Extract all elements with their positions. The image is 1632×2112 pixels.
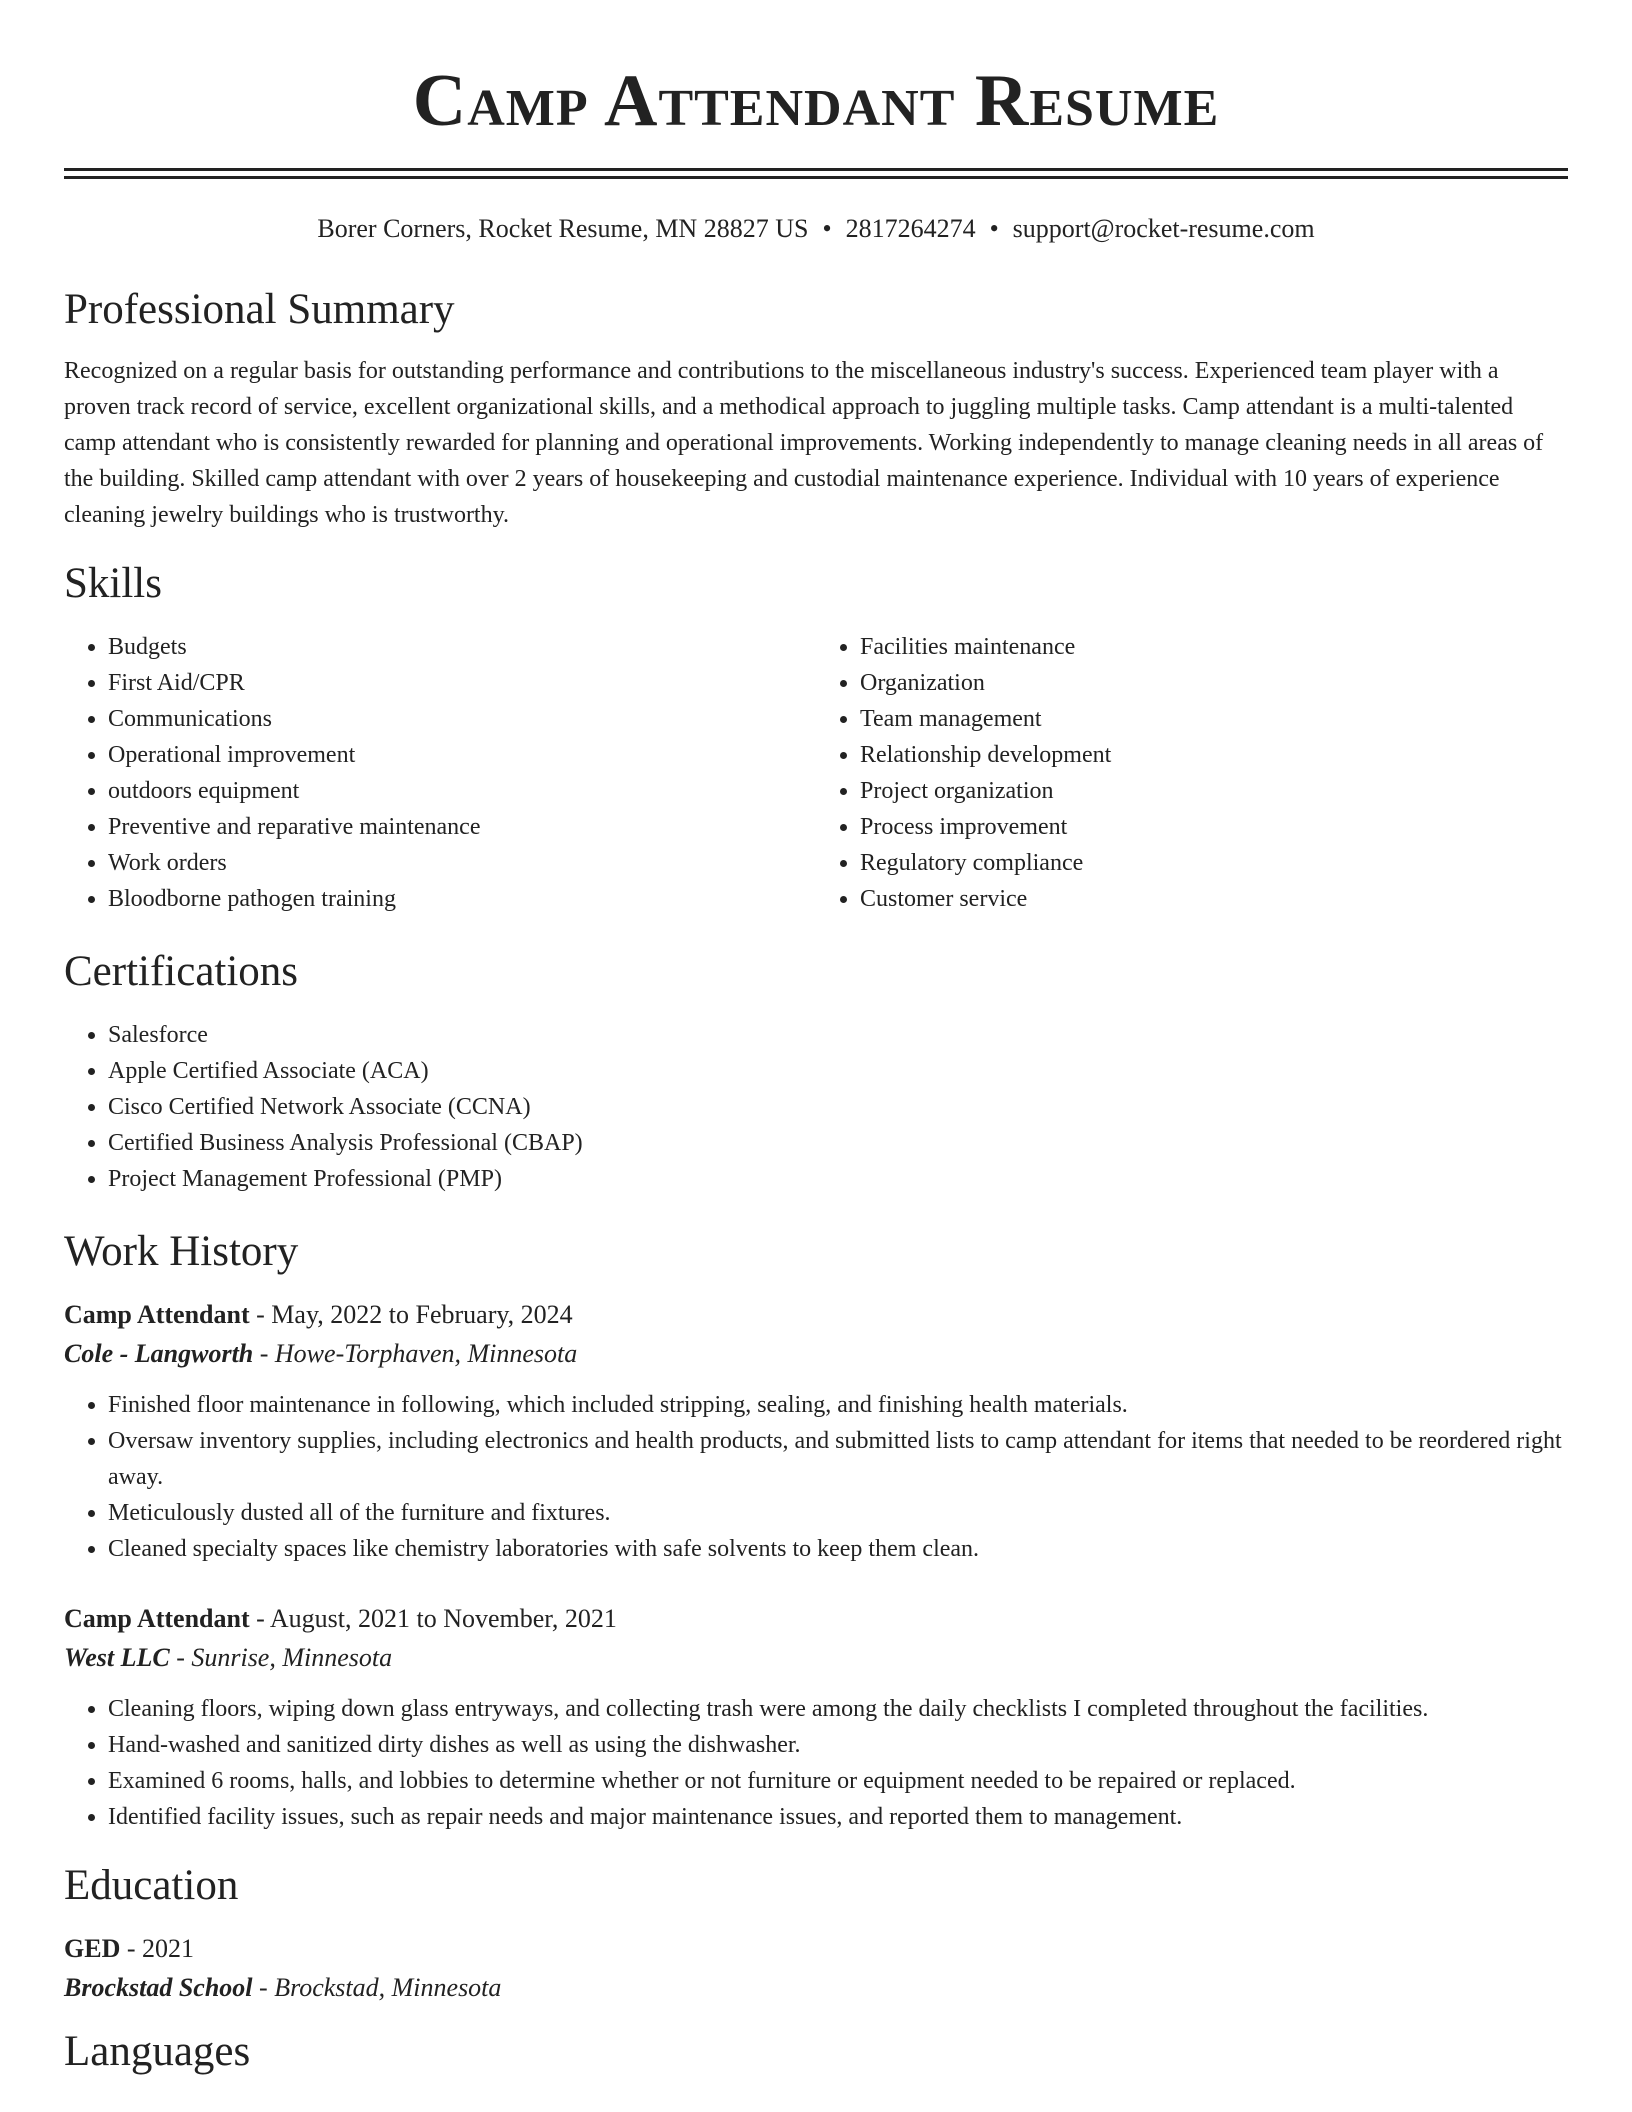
skills-left-list: [64, 629, 816, 917]
certifications-section: [64, 947, 1568, 1197]
job-bullet: • Meticulously dusted all of the furniture and fixtures.: [108, 1495, 1568, 1531]
summary-text: Recognized on a regular basis for outstanding performance and contributions to the miscellaneous industry's success. Experienced team player with a proven track record of service, excellent organizational skills, and a methodical approach to juggling multiple tasks. Camp attendant is a multi-talented camp attendant who is consistently rewarded for planning and operational improvements. Working independently to manage cleaning needs in all areas of the building. Skilled camp attendant with over 2 years of housekeeping and custodial maintenance experience. Individual with 10 years of experience cleaning jewelry buildings who is trustworthy.: [64, 358, 1544, 528]
contact-email: support@rocket-resume.com: [1012, 214, 1315, 243]
job-bullet: • Hand-washed and sanitized dirty dishes as well as using the dishwasher.: [108, 1727, 1568, 1763]
education-school-line: [64, 1969, 1568, 2007]
skill-item: • Regulatory compliance: [860, 845, 1568, 881]
education-location: - Brockstad, Minnesota: [252, 1973, 502, 2002]
skill-item: • Communications: [108, 701, 816, 737]
skill-item: • Bloodborne pathogen training: [108, 881, 816, 917]
job-header: [64, 1599, 1568, 1639]
job-bullet: • Identified facility issues, such as repair needs and major maintenance issues, and reported them to management.: [108, 1799, 1568, 1835]
job-title: Camp Attendant: [64, 1604, 250, 1633]
summary-section: [64, 285, 1568, 533]
skills-columns: [64, 629, 1568, 917]
resume-title: Camp Attendant Resume: [412, 60, 1220, 142]
languages-heading: Languages: [64, 2028, 251, 2075]
certifications-heading: Certifications: [64, 948, 299, 995]
job-location: - Sunrise, Minnesota: [169, 1643, 393, 1672]
contact-phone: 2817264274: [845, 214, 976, 243]
job-header: [64, 1295, 1568, 1335]
summary-heading: Professional Summary: [64, 286, 455, 333]
job-dates: - August, 2021 to November, 2021: [249, 1604, 617, 1633]
contact-address: Borer Corners, Rocket Resume, MN 28827 US: [317, 214, 809, 243]
skill-item: • Facilities maintenance: [860, 629, 1568, 665]
certification-item: • Cisco Certified Network Associate (CCNA): [108, 1089, 1568, 1125]
job-bullet: • Oversaw inventory supplies, including electronics and health products, and submitted lists to camp attendant for items that needed to be reordered right away.: [108, 1423, 1568, 1495]
work-history-heading: Work History: [64, 1228, 299, 1275]
skill-item: • Organization: [860, 665, 1568, 701]
job-title: Camp Attendant: [64, 1300, 250, 1329]
job-company: West LLC: [64, 1643, 170, 1672]
education-degree: GED: [64, 1934, 121, 1963]
certification-item: • Salesforce: [108, 1017, 1568, 1053]
job-bullet: • Finished floor maintenance in following, which included stripping, sealing, and finishing health materials.: [108, 1387, 1568, 1423]
contact-separator: •: [822, 214, 832, 243]
job-bullets: [64, 1387, 1568, 1567]
certification-item: • Project Management Professional (PMP): [108, 1161, 1568, 1197]
education-entry: [64, 1929, 1568, 2007]
job-employer-line: [64, 1335, 1568, 1373]
certifications-list: [64, 1017, 1568, 1197]
job-bullet: • Cleaning floors, wiping down glass entryways, and collecting trash were among the daily checklists I completed throughout the facilities.: [108, 1691, 1568, 1727]
job-bullets: [64, 1691, 1568, 1835]
education-year: - 2021: [120, 1934, 195, 1963]
skill-item: • outdoors equipment: [108, 773, 816, 809]
job-employer-line: [64, 1639, 1568, 1677]
job-dates: - May, 2022 to February, 2024: [249, 1300, 573, 1329]
title-double-rule: [64, 168, 1568, 179]
education-heading: Education: [64, 1862, 239, 1909]
education-section: [64, 1861, 1568, 2007]
work-history-section: [64, 1227, 1568, 1835]
job-location: - Howe-Torphaven, Minnesota: [253, 1339, 578, 1368]
skill-item: • Work orders: [108, 845, 816, 881]
languages-section: [64, 2027, 1568, 2077]
certification-item: • Apple Certified Associate (ACA): [108, 1053, 1568, 1089]
contact-separator: •: [989, 214, 999, 243]
skill-item: • Relationship development: [860, 737, 1568, 773]
contact-line: [64, 213, 1568, 245]
job-bullet: • Examined 6 rooms, halls, and lobbies to determine whether or not furniture or equipment needed to be repaired or replaced.: [108, 1763, 1568, 1799]
skill-item: • Operational improvement: [108, 737, 816, 773]
skill-item: • First Aid/CPR: [108, 665, 816, 701]
education-school: Brockstad School: [64, 1973, 253, 2002]
certification-item: • Certified Business Analysis Professional (CBAP): [108, 1125, 1568, 1161]
skill-item: • Preventive and reparative maintenance: [108, 809, 816, 845]
job-entry: [64, 1599, 1568, 1835]
skills-heading: Skills: [64, 560, 162, 607]
skill-item: • Budgets: [108, 629, 816, 665]
job-bullet: • Cleaned specialty spaces like chemistry laboratories with safe solvents to keep them clean.: [108, 1531, 1568, 1567]
skills-section: [64, 559, 1568, 917]
skill-item: • Project organization: [860, 773, 1568, 809]
skills-right-list: [816, 629, 1568, 917]
skill-item: • Customer service: [860, 881, 1568, 917]
job-company: Cole - Langworth: [64, 1339, 254, 1368]
skill-item: • Process improvement: [860, 809, 1568, 845]
job-entry: [64, 1295, 1568, 1567]
education-header: [64, 1929, 1568, 1969]
skill-item: • Team management: [860, 701, 1568, 737]
